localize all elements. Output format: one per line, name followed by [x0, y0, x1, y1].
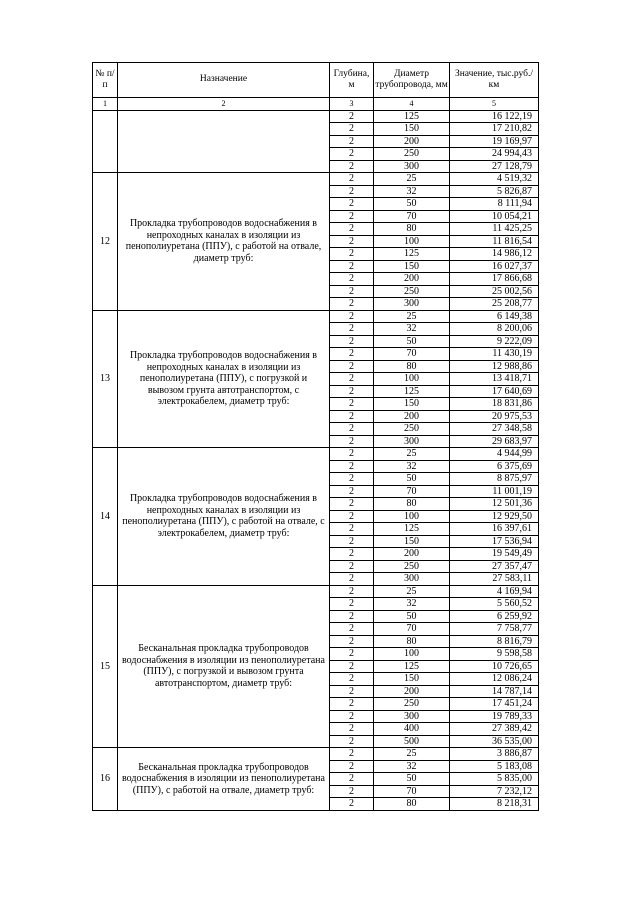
- group-description: [118, 110, 330, 173]
- group-description: Прокладка трубопроводов водоснабжения в непроходных каналах в изоляции из пенополиуретана (ППУ), с работой на отвале, с электрокабелем, диаметр труб:: [118, 448, 330, 586]
- value-cell: 12 929,50: [450, 510, 539, 523]
- value-cell: 13 418,71: [450, 373, 539, 386]
- depth-cell: 2: [330, 123, 374, 136]
- value-cell: 8 111,94: [450, 198, 539, 211]
- header-row: [93, 63, 539, 98]
- depth-cell: 2: [330, 110, 374, 123]
- value-cell: 29 683,97: [450, 435, 539, 448]
- depth-cell: 2: [330, 210, 374, 223]
- diameter-cell: 125: [374, 523, 450, 536]
- diameter-cell: 50: [374, 610, 450, 623]
- depth-cell: 2: [330, 310, 374, 323]
- diameter-cell: 150: [374, 123, 450, 136]
- value-cell: 27 357,47: [450, 560, 539, 573]
- value-cell: 6 259,92: [450, 610, 539, 623]
- value-cell: 4 944,99: [450, 448, 539, 461]
- value-cell: 11 816,54: [450, 235, 539, 248]
- value-cell: 19 549,49: [450, 548, 539, 561]
- depth-cell: 2: [330, 598, 374, 611]
- value-cell: 12 086,24: [450, 673, 539, 686]
- diameter-cell: 150: [374, 398, 450, 411]
- diameter-cell: 200: [374, 410, 450, 423]
- depth-cell: 2: [330, 485, 374, 498]
- column-number: 3: [330, 98, 374, 111]
- value-cell: 11 425,25: [450, 223, 539, 236]
- diameter-cell: 80: [374, 360, 450, 373]
- depth-cell: 2: [330, 198, 374, 211]
- diameter-cell: 400: [374, 723, 450, 736]
- diameter-cell: 80: [374, 635, 450, 648]
- value-cell: 8 218,31: [450, 798, 539, 811]
- value-cell: 36 535,00: [450, 735, 539, 748]
- value-cell: 10 054,21: [450, 210, 539, 223]
- value-cell: 17 451,24: [450, 698, 539, 711]
- diameter-cell: 250: [374, 560, 450, 573]
- diameter-cell: 25: [374, 748, 450, 761]
- diameter-cell: 300: [374, 573, 450, 586]
- header-depth: Глубина, м: [330, 63, 374, 98]
- value-cell: 25 002,56: [450, 285, 539, 298]
- depth-cell: 2: [330, 185, 374, 198]
- diameter-cell: 150: [374, 260, 450, 273]
- depth-cell: 2: [330, 548, 374, 561]
- value-cell: 16 027,37: [450, 260, 539, 273]
- group-number: 14: [93, 448, 118, 586]
- group-number: 16: [93, 748, 118, 811]
- value-cell: 11 430,19: [450, 348, 539, 361]
- table-row: [93, 310, 539, 323]
- diameter-cell: 70: [374, 348, 450, 361]
- column-number: 2: [118, 98, 330, 111]
- diameter-cell: 80: [374, 798, 450, 811]
- group-number: 13: [93, 310, 118, 448]
- depth-cell: 2: [330, 135, 374, 148]
- diameter-cell: 300: [374, 298, 450, 311]
- diameter-cell: 250: [374, 423, 450, 436]
- depth-cell: 2: [330, 410, 374, 423]
- depth-cell: 2: [330, 173, 374, 186]
- diameter-cell: 200: [374, 685, 450, 698]
- depth-cell: 2: [330, 398, 374, 411]
- header-diameter: Диаметр трубопровода, мм: [374, 63, 450, 98]
- depth-cell: 2: [330, 423, 374, 436]
- diameter-cell: 100: [374, 510, 450, 523]
- diameter-cell: 300: [374, 435, 450, 448]
- depth-cell: 2: [330, 723, 374, 736]
- depth-cell: 2: [330, 610, 374, 623]
- depth-cell: 2: [330, 273, 374, 286]
- depth-cell: 2: [330, 585, 374, 598]
- diameter-cell: 250: [374, 698, 450, 711]
- diameter-cell: 32: [374, 460, 450, 473]
- value-cell: 17 866,68: [450, 273, 539, 286]
- value-cell: 6 149,38: [450, 310, 539, 323]
- value-cell: 12 988,86: [450, 360, 539, 373]
- diameter-cell: 300: [374, 160, 450, 173]
- value-cell: 27 389,42: [450, 723, 539, 736]
- value-cell: 12 501,36: [450, 498, 539, 511]
- pipeline-cost-table: [92, 62, 539, 811]
- diameter-cell: 80: [374, 223, 450, 236]
- depth-cell: 2: [330, 148, 374, 161]
- depth-cell: 2: [330, 735, 374, 748]
- column-number: 4: [374, 98, 450, 111]
- column-number: 5: [450, 98, 539, 111]
- depth-cell: 2: [330, 448, 374, 461]
- diameter-cell: 32: [374, 760, 450, 773]
- depth-cell: 2: [330, 498, 374, 511]
- diameter-cell: 125: [374, 110, 450, 123]
- depth-cell: 2: [330, 223, 374, 236]
- diameter-cell: 25: [374, 448, 450, 461]
- value-cell: 5 183,08: [450, 760, 539, 773]
- depth-cell: 2: [330, 710, 374, 723]
- depth-cell: 2: [330, 323, 374, 336]
- depth-cell: 2: [330, 523, 374, 536]
- depth-cell: 2: [330, 373, 374, 386]
- diameter-cell: 100: [374, 648, 450, 661]
- depth-cell: 2: [330, 460, 374, 473]
- diameter-cell: 150: [374, 673, 450, 686]
- column-numbering-row: [93, 98, 539, 111]
- diameter-cell: 80: [374, 498, 450, 511]
- depth-cell: 2: [330, 335, 374, 348]
- value-cell: 8 200,06: [450, 323, 539, 336]
- diameter-cell: 200: [374, 135, 450, 148]
- diameter-cell: 125: [374, 660, 450, 673]
- depth-cell: 2: [330, 435, 374, 448]
- diameter-cell: 50: [374, 335, 450, 348]
- table-row: [93, 110, 539, 123]
- depth-cell: 2: [330, 473, 374, 486]
- depth-cell: 2: [330, 785, 374, 798]
- value-cell: 5 560,52: [450, 598, 539, 611]
- depth-cell: 2: [330, 535, 374, 548]
- value-cell: 11 001,19: [450, 485, 539, 498]
- value-cell: 25 208,77: [450, 298, 539, 311]
- diameter-cell: 25: [374, 585, 450, 598]
- value-cell: 24 994,43: [450, 148, 539, 161]
- depth-cell: 2: [330, 748, 374, 761]
- diameter-cell: 100: [374, 373, 450, 386]
- depth-cell: 2: [330, 360, 374, 373]
- table-body: [93, 63, 539, 811]
- header-value: Значение, тыс.руб./км: [450, 63, 539, 98]
- value-cell: 5 835,00: [450, 773, 539, 786]
- depth-cell: 2: [330, 285, 374, 298]
- depth-cell: 2: [330, 235, 374, 248]
- diameter-cell: 250: [374, 285, 450, 298]
- column-number: 1: [93, 98, 118, 111]
- diameter-cell: 32: [374, 598, 450, 611]
- diameter-cell: 300: [374, 710, 450, 723]
- depth-cell: 2: [330, 685, 374, 698]
- value-cell: 10 726,65: [450, 660, 539, 673]
- value-cell: 8 816,79: [450, 635, 539, 648]
- depth-cell: 2: [330, 510, 374, 523]
- value-cell: 14 787,14: [450, 685, 539, 698]
- value-cell: 27 128,79: [450, 160, 539, 173]
- depth-cell: 2: [330, 760, 374, 773]
- diameter-cell: 70: [374, 785, 450, 798]
- diameter-cell: 100: [374, 235, 450, 248]
- depth-cell: 2: [330, 385, 374, 398]
- value-cell: 18 831,86: [450, 398, 539, 411]
- group-description: Прокладка трубопроводов водоснабжения в непроходных каналах в изоляции из пенополиуретана (ППУ), с погрузкой и вывозом грунта автотранспортом, с электрокабелем, диаметр труб:: [118, 310, 330, 448]
- group-description: Прокладка трубопроводов водоснабжения в непроходных каналах в изоляции из пенополиуретана (ППУ), с работой на отвале, диаметр труб:: [118, 173, 330, 311]
- value-cell: 20 975,53: [450, 410, 539, 423]
- value-cell: 5 826,87: [450, 185, 539, 198]
- depth-cell: 2: [330, 623, 374, 636]
- value-cell: 4 519,32: [450, 173, 539, 186]
- depth-cell: 2: [330, 260, 374, 273]
- diameter-cell: 125: [374, 385, 450, 398]
- depth-cell: 2: [330, 248, 374, 261]
- value-cell: 7 232,12: [450, 785, 539, 798]
- group-number: [93, 110, 118, 173]
- depth-cell: 2: [330, 348, 374, 361]
- diameter-cell: 200: [374, 548, 450, 561]
- diameter-cell: 32: [374, 185, 450, 198]
- diameter-cell: 150: [374, 535, 450, 548]
- diameter-cell: 500: [374, 735, 450, 748]
- depth-cell: 2: [330, 573, 374, 586]
- group-description: Бесканальная прокладка трубопроводов водоснабжения в изоляции из пенополиуретана (ППУ), с погрузкой и вывозом грунта автотранспортом, диаметр труб:: [118, 585, 330, 748]
- table-row: [93, 448, 539, 461]
- group-number: 15: [93, 585, 118, 748]
- value-cell: 17 210,82: [450, 123, 539, 136]
- diameter-cell: 50: [374, 473, 450, 486]
- depth-cell: 2: [330, 298, 374, 311]
- depth-cell: 2: [330, 660, 374, 673]
- value-cell: 19 789,33: [450, 710, 539, 723]
- group-number: 12: [93, 173, 118, 311]
- depth-cell: 2: [330, 698, 374, 711]
- diameter-cell: 25: [374, 310, 450, 323]
- depth-cell: 2: [330, 560, 374, 573]
- depth-cell: 2: [330, 648, 374, 661]
- value-cell: 6 375,69: [450, 460, 539, 473]
- value-cell: 27 583,11: [450, 573, 539, 586]
- value-cell: 19 169,97: [450, 135, 539, 148]
- depth-cell: 2: [330, 160, 374, 173]
- diameter-cell: 32: [374, 323, 450, 336]
- diameter-cell: 200: [374, 273, 450, 286]
- diameter-cell: 125: [374, 248, 450, 261]
- depth-cell: 2: [330, 773, 374, 786]
- value-cell: 17 640,69: [450, 385, 539, 398]
- depth-cell: 2: [330, 673, 374, 686]
- diameter-cell: 70: [374, 210, 450, 223]
- value-cell: 14 986,12: [450, 248, 539, 261]
- diameter-cell: 70: [374, 485, 450, 498]
- diameter-cell: 70: [374, 623, 450, 636]
- value-cell: 17 536,94: [450, 535, 539, 548]
- group-description: Бесканальная прокладка трубопроводов водоснабжения в изоляции из пенополиуретана (ППУ), с работой на отвале, диаметр труб:: [118, 748, 330, 811]
- value-cell: 4 169,94: [450, 585, 539, 598]
- header-number: № п/п: [93, 63, 118, 98]
- value-cell: 8 875,97: [450, 473, 539, 486]
- header-purpose: Назначение: [118, 63, 330, 98]
- table-row: [93, 748, 539, 761]
- diameter-cell: 25: [374, 173, 450, 186]
- value-cell: 7 758,77: [450, 623, 539, 636]
- value-cell: 3 886,87: [450, 748, 539, 761]
- table-row: [93, 173, 539, 186]
- value-cell: 27 348,58: [450, 423, 539, 436]
- diameter-cell: 50: [374, 773, 450, 786]
- depth-cell: 2: [330, 798, 374, 811]
- value-cell: 16 397,61: [450, 523, 539, 536]
- value-cell: 16 122,19: [450, 110, 539, 123]
- value-cell: 9 598,58: [450, 648, 539, 661]
- value-cell: 9 222,09: [450, 335, 539, 348]
- depth-cell: 2: [330, 635, 374, 648]
- diameter-cell: 250: [374, 148, 450, 161]
- diameter-cell: 50: [374, 198, 450, 211]
- table-row: [93, 585, 539, 598]
